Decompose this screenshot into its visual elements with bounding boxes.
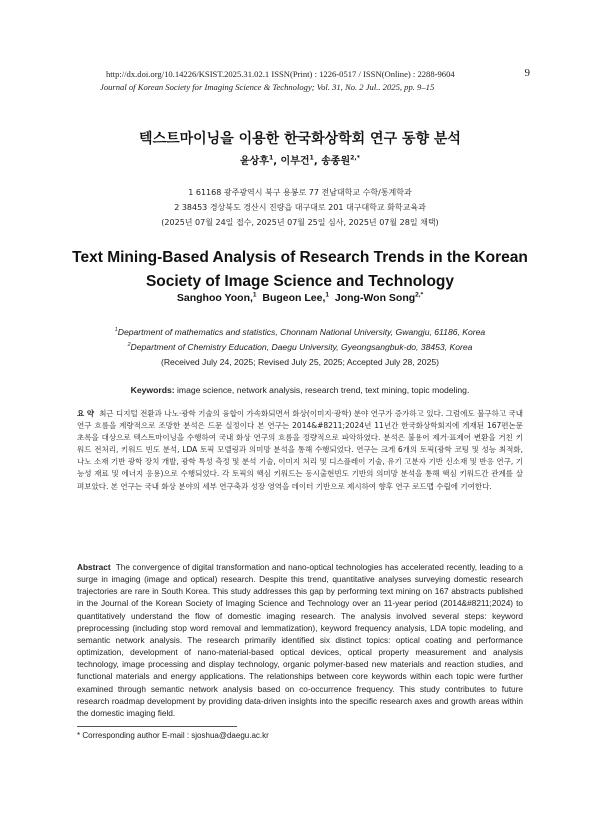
korean-dates: (2025년 07월 24일 접수, 2025년 07월 25일 심사, 2025년 07월 28일 채택) — [161, 218, 439, 227]
author-name: 송종원 — [321, 156, 351, 167]
footnote-divider — [77, 726, 237, 727]
english-authors — [0, 292, 600, 304]
affil-marker: 2 — [127, 342, 131, 349]
keywords-label: Keywords: — [130, 385, 175, 395]
affil-text: Department of mathematics and statistics, Chonnam National University, Gwangju, 61186, Korea — [117, 327, 486, 337]
korean-affiliation-1: 1 61168 광주광역시 북구 용봉로 77 전남대학교 수학/통계학과 — [188, 188, 412, 197]
korean-affiliation-2: 2 38453 경상북도 경산시 진량읍 대구대로 201 대구대학교 화학교육과 — [174, 203, 426, 212]
english-abstract-text: The convergence of digital transformation and nano-optical technologies has accelerated recently, leading to a surge in imaging (image and optical) research. Despite this trend, quantitative analyses surveying domestic research trajectories are rare in South Korea. This study addresses this gap by performing text mining on 167 abstracts published in the Journal of the Korean Society of Imaging Science and Technology over an 11-year period (2014&#8211;2024) to quantitatively understand the flow of domestic imaging research. The analysis involved several steps: keyword preprocessing (including stop word removal and lemmatization), keyword frequency analysis, LDA topic modeling, and semantic network analysis. The research primarily identified six distinct topics: optical coating and performance optimization, development of nano-material-based optical devices, optical property measurement and analysis technology, image processing and display technology, organic polymer-based new materials and reaction studies, and functional materials and energy applications. The relationships between core keywords within each topic were further examined through semantic network analysis based on co-occurrence frequency. This study contributes to future research roadmap development by providing data-driven insights into the specific research axes and growth areas within the domestic imaging field. — [77, 562, 523, 718]
corresponding-author-footnote: * Corresponding author E-mail : sjoshua@daegu.ac.kr — [77, 731, 269, 740]
affil-marker: 1 — [114, 327, 118, 334]
korean-abstract-label: 요 약 — [77, 409, 95, 418]
journal-header — [100, 68, 520, 94]
english-affiliation-1 — [0, 325, 600, 340]
korean-authors: 윤상후$^1$, 이부건$^1$, 송종원$^{2,*}$ — [239, 154, 361, 167]
keywords-text: image science, network analysis, research trend, text mining, topic modeling. — [177, 385, 470, 395]
korean-affiliations — [0, 185, 600, 230]
journal-citation-line: Journal of Korean Society for Imaging Science & Technology; Vol. 31, No. 2 Jul.. 2025, pp. 9–15 — [100, 82, 435, 92]
author-affil-marker: 1 — [325, 291, 330, 299]
author-name: Jong-Won Song — [334, 292, 416, 304]
author-name: Bugeon Lee, — [262, 292, 326, 304]
english-affiliations — [0, 325, 600, 370]
doi-issn-line: http://dx.doi.org/10.14226/KSIST.2025.31.02.1 ISSN(Print) : 1226-0517 / ISSN(Online) : 2288-9604 — [106, 69, 455, 79]
page-number: 9 — [524, 67, 530, 79]
author-affil-marker: 1 — [309, 154, 314, 162]
english-affiliation-2 — [0, 340, 600, 355]
affil-text: Department of Chemistry Education, Daegu University, Gyeongsangbuk-do, 38453, Korea — [130, 342, 473, 352]
english-dates: (Received July 24, 2025; Revised July 25, 2025; Accepted July 28, 2025) — [160, 357, 440, 367]
english-abstract-label: Abstract — [77, 562, 111, 572]
keywords — [0, 385, 600, 395]
english-abstract — [77, 561, 523, 719]
author-affil-marker: 1 — [268, 154, 274, 162]
korean-abstract-text: 최근 디지털 전환과 나노·광학 기술의 융합이 가속화되면서 화상(이미지·광학) 분야 연구가 증가하고 있다. 그럼에도 불구하고 국내 연구 흐름을 계량적으로 조망한 분석은 드문 실정이다 본 연구는 2014&#8211;2024년 11년간 한국화상학회지에 게재된 167편논문 초록을 대상으로 텍스트마이닝을 수행하여 국내 화상 연구의 흐름을 정량적으로 파악하였다. 분석은 불용어 제거·표제어 변환을 거친 키워드 전처리, 키워드 빈도 분석, LDA 토픽 모델링과 의미망 분석을 통해 수행되었다. 연구는 크게 6개의 토픽(광학 코팅 및 성능 최적화, 나노 소재 기반 광학 장치 개발, 광학 특성 측정 및 분석 기술, 이미지 처리 및 디스플레이 기술, 유기 고분자 기반 신소재 및 반응 연구, 기능성 재료 및 에너지 응용)으로 수행되었다. 각 토픽의 핵심 키워드는 동시출현빈도 기반의 의미망 분석을 통해 핵심 키워드간 관계를 살펴보았다. 본 연구는 국내 화상 분야의 세부 연구축과 성장 영역을 데이터 기반으로 제시하여 향후 연구 로드맵 수립에 기여한다. — [77, 409, 524, 491]
author-affil-marker: 2,* — [350, 154, 361, 162]
author-affil-marker: 2,* — [415, 291, 424, 299]
author-affil-marker: 1 — [252, 291, 257, 299]
author-name: Sanghoo Yoon, — [176, 292, 253, 304]
english-title: Text Mining-Based Analysis of Research Trends in the Korean Society of Image Science and Technology — [72, 249, 528, 290]
korean-abstract — [77, 408, 523, 493]
author-name: 윤상후 — [239, 156, 269, 167]
author-name: 이부건 — [280, 156, 310, 167]
korean-title: 텍스트마이닝을 이용한 한국화상학회 연구 동향 분석 — [139, 131, 461, 147]
